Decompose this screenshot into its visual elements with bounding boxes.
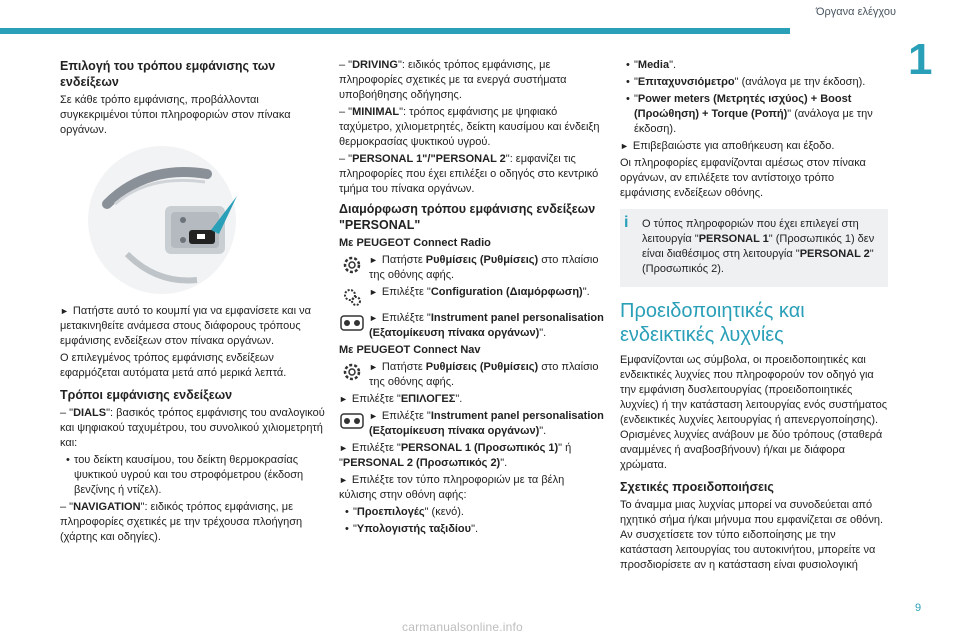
related-warnings-heading: Σχετικές προειδοποιήσεις [620,480,774,494]
related-warnings-text: Το άναμμα μιας λυχνίας μπορεί να συνοδεύεται από ηχητικό σήμα ή/και μήνυμα που εμφανίζεται σε οθόνη. Αν συσχετίσετε τον τύπο ειδοποίησης με την κατάσταση λειτουργίας του αυτοκινήτου, μπορείτε να προσδιορίσετε αν η κατάσταση είναι φυσιολογική [620,499,884,571]
instrument-panel-icon [339,409,365,433]
nav-step-personal: ► Επιλέξτε "PERSONAL 1 (Προσωπικός 1)" ή "PERSONAL 2 (Προσωπικός 2)". [339,442,572,469]
option-media: • "Media". [620,58,888,73]
nav-step-settings: ► Πατήστε Ρυθμίσεις (Ρυθμίσεις) στο πλαίσιο της οθόνης αφής. [339,360,604,390]
option-power-meters: • "Power meters (Μετρητές ισχύος) + Boost (Προώθηση) + Torque (Ροπή)" (ανάλογα με την έκδοση). [620,92,888,137]
dials-bullet: • του δείκτη καυσίμου, του δείκτη θερμοκρασίας ψυκτικού υγρού και του στροφόμετρου (έκδοση βενζίνης ή ντίζελ). [60,453,325,498]
intro-text: Σε κάθε τρόπο εμφάνισης, προβάλλονται συγκεκριμένοι τύποι πληροφοριών στον πίνακα οργάνων. [60,94,291,136]
chapter-number: 1 [908,35,933,84]
mode-driving: – "DRIVING": ειδικός τρόπος εμφάνισης, με πληροφορίες σχετικές με τα ενεργά συστήματα υποβοήθησης οδήγησης. [339,59,567,101]
section-heading: Επιλογή του τρόπου εμφάνισης των ενδείξεων [60,59,276,89]
header-title: Όργανα ελέγχου [816,6,896,18]
steering-wheel-illustration [87,144,237,296]
option-accelerometer: • "Επιταχυνσιόμετρο" (ανάλογα με την έκδοση). [620,75,888,90]
radio-heading: Με PEUGEOT Connect Radio [339,237,491,249]
mode-navigation: – "NAVIGATION": ειδικός τρόπος εμφάνισης, με πληροφορίες σχετικές με την τρέχουσα πλοήγηση (χάρτης και οδηγίες). [60,501,303,543]
configuration-icon [339,285,365,309]
column-2 [339,58,604,539]
radio-step-instrument: ► Επιλέξτε "Instrument panel personalisation (Εξατομίκευση πίνακα οργάνων)". [339,311,604,341]
auto-apply-text: Ο επιλεγμένος τρόπος εμφάνισης ενδείξεων εφαρμόζεται αυτόματα μετά από μερικά λεπτά. [60,352,287,379]
instrument-panel-icon [339,311,365,335]
display-modes-heading: Τρόποι εμφάνισης ενδείξεων [60,388,233,402]
gear-icon [339,253,365,277]
nav-step-instrument: ► Επιλέξτε "Instrument panel personalisation (Εξατομίκευση πίνακα οργάνων)". [339,409,604,439]
option-trip-computer: • "Υπολογιστής ταξιδίου". [339,522,604,537]
nav-step-scroll: ► Επιλέξτε τον τύπο πληροφοριών με τα βέλη κύλισης στην οθόνη αφής: [339,474,565,501]
warning-lamps-heading: Προειδοποιητικές και ενδεικτικές λυχνίες [620,300,805,346]
mode-minimal: – "MINIMAL": τρόπος εμφάνισης με ψηφιακό ταχύμετρο, χιλιομετρητές, δείκτη καυσίμου και ένδειξη θερμοκρασίας ψυκτικού υγρού. [339,106,600,148]
confirm-step: ► Επιβεβαιώστε για αποθήκευση και έξοδο. [620,140,835,152]
personal-config-heading: Διαμόρφωση τρόπου εμφάνισης ενδείξεων "PERSONAL" [339,202,596,232]
info-icon: i [624,214,629,231]
confirm-text: Οι πληροφορίες εμφανίζονται αμέσως στον πίνακα οργάνων, αν επιλέξετε τον αντίστοιχο τρόπο εμφάνισης ενδείξεων οθόνης. [620,157,866,199]
radio-step-settings: ► Πατήστε Ρυθμίσεις (Ρυθμίσεις) στο πλαίσιο της οθόνης αφής. [339,253,604,283]
nav-step-options: ► Επιλέξτε "ΕΠΙΛΟΓΕΣ". [339,393,463,405]
column-1 [60,58,325,547]
step-press-button: ► Πατήστε αυτό το κουμπί για να εμφανίσετε και να μετακινηθείτε ανάμεσα στους διάφορους τρόπους εμφάνισης ενδείξεων στον πίνακα οργάνων. [60,305,312,347]
header-bar [0,28,790,34]
warning-lamps-text: Εμφανίζονται ως σύμβολα, οι προειδοποιητικές και ενδεικτικές λυχνίες που πληροφορούν τον οδηγό για την εμφάνιση δυσλειτουργίας (προειδοποιητικές λυχνίες) ή την κατάσταση λειτουργίας ενός συστήματος (ενδεικτικές λυχνίες λειτουργίας ή απενεργοποίησης). Ορισμένες λυχνίες ανάβουν με δύο τρόπους (σταθερά αναμμένες ή αναβοσβήνουν) ή/και με διάφορα χρώματα. [620,354,887,471]
column-3 [620,58,888,575]
nav-heading: Με PEUGEOT Connect Nav [339,344,481,356]
option-defaults: • "Προεπιλογές" (κενό). [339,505,604,520]
watermark: carmanualsonline.info [402,620,523,634]
radio-step-configuration: ► Επιλέξτε "Configuration (Διαμόρφωση)". [339,285,604,309]
page-number: 9 [915,602,922,614]
mode-dials: – "DIALS": βασικός τρόπος εμφάνισης του αναλογικού και ψηφιακού ταχυμέτρου, του συνολικού χιλιομετρητή και: [60,407,325,449]
gear-icon [339,360,365,384]
mode-personal: – "PERSONAL 1"/"PERSONAL 2": εμφανίζει τις πληροφορίες που έχει επιλέξει ο οδηγός στο κεντρικό τμήμα του πίνακα οργάνων. [339,153,599,195]
info-note: i Ο τύπος πληροφοριών που έχει επιλεγεί στη λειτουργία "PERSONAL 1" (Προσωπικός 1) δεν είναι διαθέσιμος στη λειτουργία "PERSONAL 2" (Προσωπικός 2). [620,209,888,287]
